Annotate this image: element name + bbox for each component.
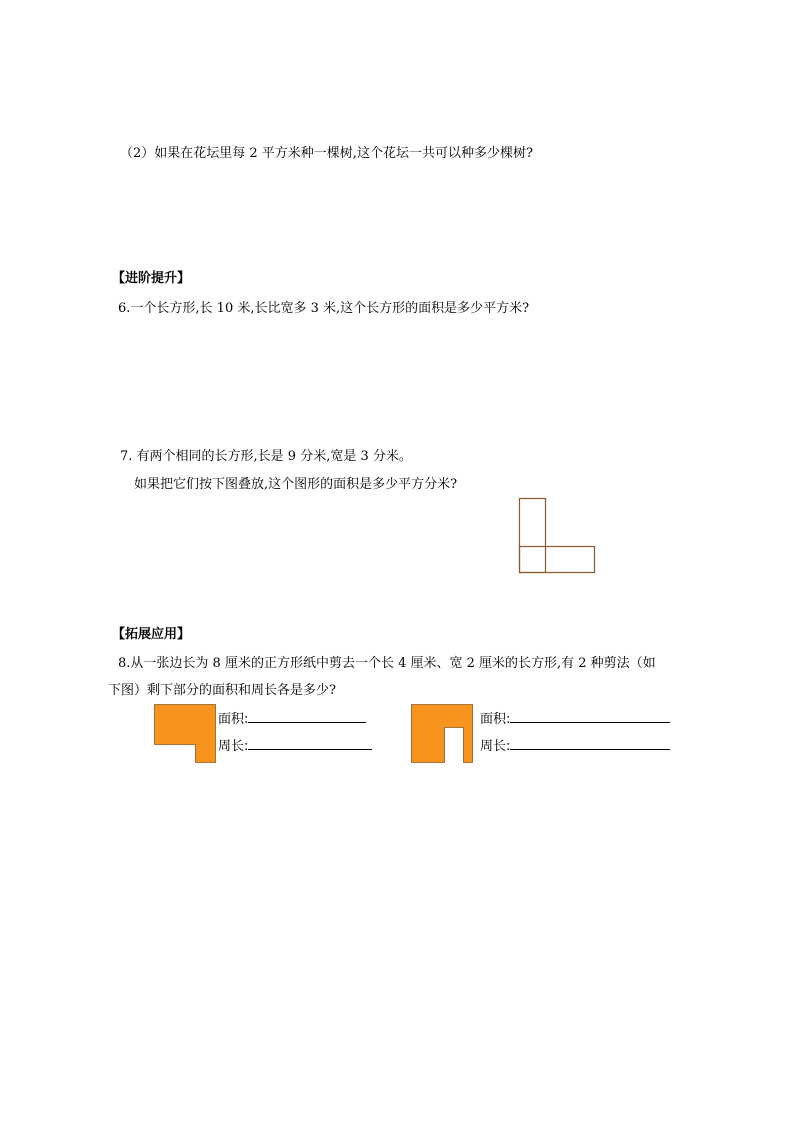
corner-cut-square xyxy=(155,705,216,763)
horizontal-rectangle xyxy=(520,547,595,573)
area-blank-1[interactable] xyxy=(248,710,366,723)
answer-area-1 xyxy=(218,710,366,728)
overlapping-rectangles-figure xyxy=(517,497,597,575)
section-heading-extension: 【拓展应用】 xyxy=(112,627,191,642)
cut-shape-middle xyxy=(411,704,475,764)
answer-area-2 xyxy=(480,710,670,728)
area-label-2: 面积: xyxy=(480,712,511,727)
perimeter-blank-2[interactable] xyxy=(510,737,670,750)
area-blank-2[interactable] xyxy=(510,710,670,723)
question-7-line-2: 如果把它们按下图叠放,这个图形的面积是多少平方分米? xyxy=(134,477,458,492)
section-heading-advanced: 【进阶提升】 xyxy=(112,271,191,286)
perimeter-label: 周长: xyxy=(218,739,249,754)
question-7-line-1: 7. 有两个相同的长方形,长是 9 分米,宽是 3 分米。 xyxy=(120,449,412,464)
vertical-rectangle xyxy=(520,499,546,573)
perimeter-blank-1[interactable] xyxy=(248,737,372,750)
question-6: 6.一个长方形,长 10 米,长比宽多 3 米,这个长方形的面积是多少平方米? xyxy=(118,301,530,316)
question-8-line-1: 8.从一张边长为 8 厘米的正方形纸中剪去一个长 4 厘米、宽 2 厘米的长方形,有 2 种剪法（如 xyxy=(118,656,656,671)
cut-shape-corner xyxy=(154,704,218,764)
middle-cut-square xyxy=(412,705,473,763)
question-8-line-2: 下图）剩下部分的面积和周长各是多少? xyxy=(108,683,336,698)
answer-perimeter-1 xyxy=(218,737,372,755)
question-5-part-2: （2）如果在花坛里每 2 平方米种一棵树,这个花坛一共可以种多少棵树? xyxy=(120,146,533,161)
perimeter-label-2: 周长: xyxy=(480,739,511,754)
answer-perimeter-2 xyxy=(480,737,670,755)
area-label: 面积: xyxy=(218,712,249,727)
